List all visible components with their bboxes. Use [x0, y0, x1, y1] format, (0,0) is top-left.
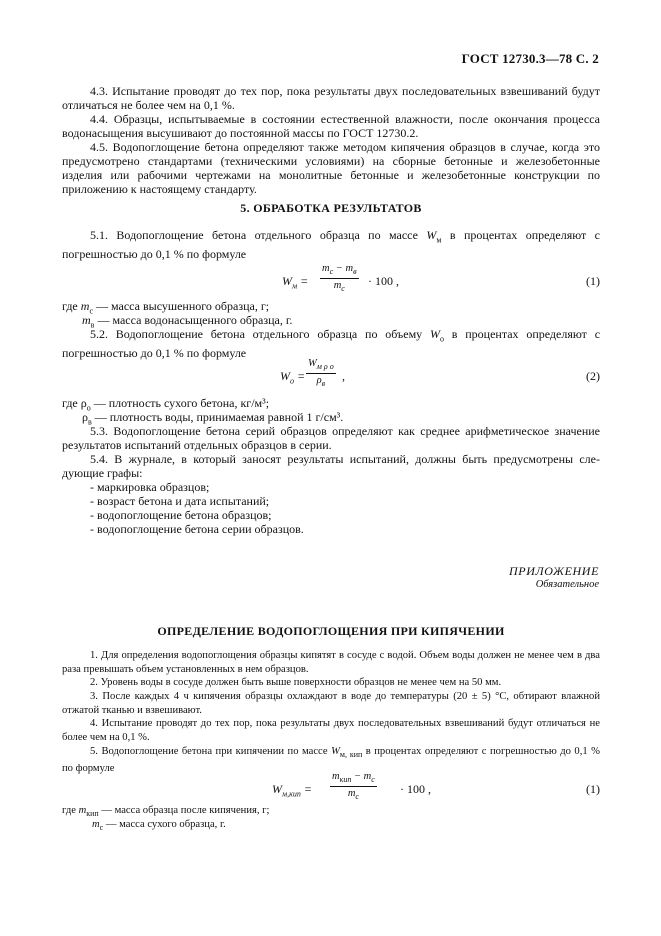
where-mc-appendix: $m_с$ — масса сухого образца, г.	[92, 819, 226, 833]
list-item: - водопоглощение бетона образцов;	[90, 508, 272, 522]
section-5-title: 5. ОБРАБОТКА РЕЗУЛЬТАТОВ	[240, 201, 422, 215]
appendix-item-5: 5. Водопоглощение бетона при кипячении по массе $W_{м, кип}$ в процентах определяют с погрешностью до 0,1 % по формуле	[62, 746, 600, 774]
list-item: - маркировка образцов;	[90, 480, 210, 494]
paragraph-4-5: 4.5. Водопоглощение бетона определяют также методом кипячения образцов в случае, когда это предусмотрено стандартами (техническими условиями) на сборные бетонные и железобетонные изделия или рабочими чертежами на монолитные бетонные и железобетонные конструкции по приложению к настоящему стандарту.	[62, 140, 600, 196]
appendix-item-1: 1. Для определения водопоглощения образцы кипятят в сосуде с водой. Объем воды должен не менее чем в два раза превышать объем установленных в нем образцов.	[62, 650, 600, 675]
appendix-label: ПРИЛОЖЕНИЕ Обязательное	[509, 564, 599, 590]
list-item: - водопоглощение бетона серии образцов.	[90, 522, 304, 536]
where-mv: $m_в$ — масса водонасыщенного образца, г.	[82, 313, 293, 330]
paragraph-4-3: 4.3. Испытание проводят до тех пор, пока результаты двух последовательных взвешиваний будут отличаться не более чем на 0,1 %.	[62, 84, 600, 112]
paragraph-5-4: 5.4. В журнале, в который заносят результаты испытаний, должны быть предусмотрены сле-дующие графы:	[62, 452, 600, 480]
appendix-item-4: 4. Испытание проводят до тех пор, пока результаты двух последовательных взвешиваний будут отличаться не более чем на 0,1 %.	[62, 718, 600, 743]
appendix-item-3: 3. После каждых 4 ч кипячения образцы охлаждают в воде до температуры (20 ± 5) °С, обтирают влажной отжатой тканью и взвешивают.	[62, 691, 600, 716]
where-mkip: где $m_{кип}$ — масса образца после кипячения, г;	[62, 805, 270, 819]
where-mc: где $m_с$ — масса высушенного образца, г;	[62, 299, 270, 316]
formula-1: $W_м$ = $m_с - m_в$ $m_с$ · 100 , (1)	[282, 263, 600, 294]
list-item: - возраст бетона и дата испытаний;	[90, 494, 270, 508]
paragraph-5-1: 5.1. Водопоглощение бетона отдельного образца по массе $W_м$ в процентах определяют с погрешностью до 0,1 % по формуле	[62, 228, 601, 262]
formula-2: $W_о$ = $W_{м \rho о}$ $\rho_в$ , (2)	[280, 358, 600, 389]
where-rho-v: $\rho_в$ — плотность воды, принимаемая равной 1 г/см³.	[82, 410, 344, 427]
paragraph-5-3: 5.3. Водопоглощение бетона серий образцов определяют как среднее арифметическое значение результатов испытаний отдельных образцов в серии.	[62, 424, 600, 452]
paragraph-5-2: 5.2. Водопоглощение бетона отдельного образца по объему $W_о$ в процентах определяют с погрешностью до 0,1 % по формуле	[62, 327, 601, 361]
formula-appendix-1: $W_{м,кип}$ = $m_{кип} - m_с$ $m_с$ · 100 , (1)	[272, 771, 600, 802]
where-rho-o: где $\rho_о$ — плотность сухого бетона, кг/м³;	[62, 396, 270, 413]
appendix-title: ОПРЕДЕЛЕНИЕ ВОДОПОГЛОЩЕНИЯ ПРИ КИПЯЧЕНИИ	[157, 624, 505, 638]
appendix-item-2: 2. Уровень воды в сосуде должен быть выше поверхности образцов не менее чем на 50 мм.	[90, 677, 502, 688]
page-header: ГОСТ 12730.3—78 С. 2	[461, 51, 599, 66]
paragraph-4-4: 4.4. Образцы, испытываемые в состоянии естественной влажности, после окончания процесса водонасыщения высушивают до постоянной массы по ГОСТ 12730.2.	[62, 112, 600, 140]
